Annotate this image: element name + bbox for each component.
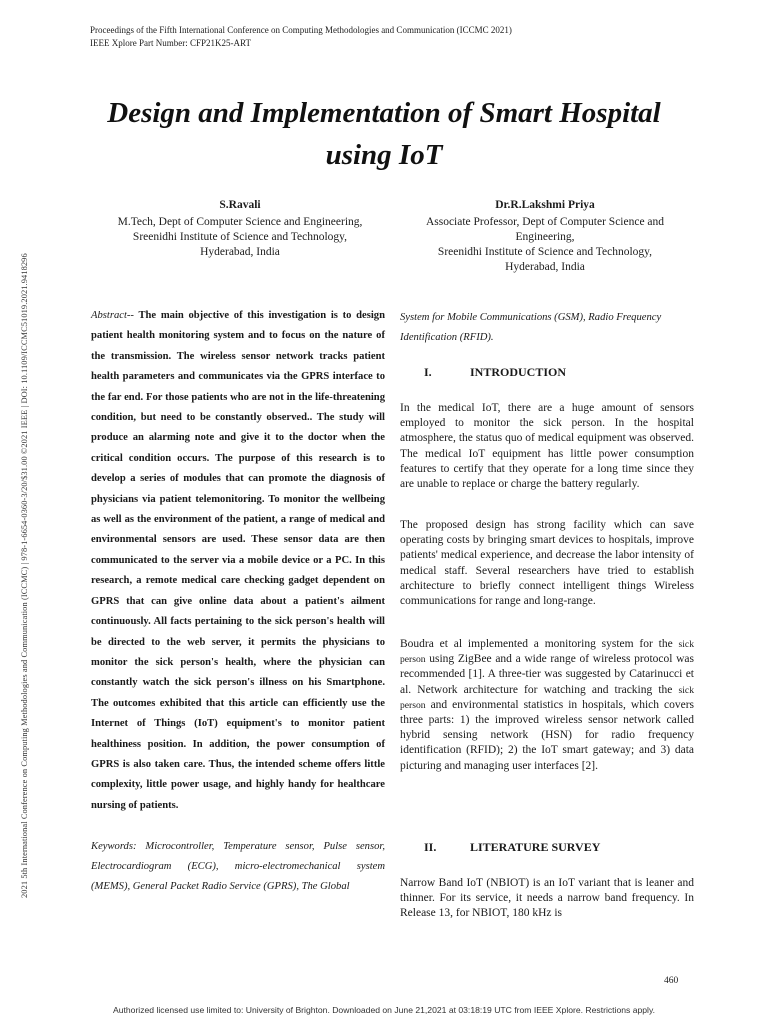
section-number: I. — [424, 365, 432, 379]
author-name: Dr.R.Lakshmi Priya — [495, 199, 595, 211]
section-number: II. — [424, 840, 437, 854]
doi-sidebar: 2021 5th International Conference on Computing Methodologies and Communication (ICCMC) | 978-1-6654-0360-3/20/$31.00 ©2021 IEEE | DOI: 10.1109/ICCMC51019.2021.9418296 — [20, 253, 29, 898]
intro-paragraph-1: In the medical IoT, there are a huge amount of sensors employed to monitor the sick person. In the hospital atmosphere, the status quo of medical equipment was observed. The medical IoT equipment has little power consumption features to certify that they operate for a long time since they are unable to replace or charge the battery regularly. — [400, 402, 694, 491]
author-block-2 — [395, 198, 695, 275]
part-number: IEEE Xplore Part Number: CFP21K25-ART — [90, 38, 251, 48]
paragraph-text: using ZigBee and a wide range of wireless protocol was recommended [1]. A three-tier was suggested by Catarinucci et al. Network architecture for watching and tracking the — [400, 653, 694, 696]
author-block-1 — [95, 198, 385, 260]
abstract-label: Abstract-- — [91, 310, 134, 321]
author-affiliation-line: Engineering, — [515, 231, 575, 243]
paragraph-text-small: sick person — [400, 684, 694, 711]
keywords: Keywords: Microcontroller, Temperature sensor, Pulse sensor, Electrocardiogram (ECG), micro-electromechanical system (MEMS), General Packet Radio Service (GPRS), The Global — [91, 841, 385, 892]
section-heading-introduction — [400, 365, 694, 380]
conference-name: Proceedings of the Fifth International Conference on Computing Methodologies and Communication (ICCMC 2021) — [90, 25, 512, 35]
literature-paragraph-1: Narrow Band IoT (NBIOT) is an IoT variant that is leaner and thinner. For its service, it needs a narrow band frequency. In Release 13, for NBIOT, 180 kHz is — [400, 877, 694, 920]
paragraph-text: Boudra et al implemented a monitoring system for the — [400, 638, 679, 650]
paper-title — [60, 92, 708, 176]
paragraph-text-small: sick person — [400, 639, 694, 666]
abstract-text: The main objective of this investigation is to design patient health monitoring system and to focus on the nature of the transmission. The wireless sensor network tracks patient health parameters and communicates via the GPRS interface to the far end. For those patients who are not in the life-threatening condition, but need to be constantly observed.. The study will produce an alarming note and give it to the doctor when the critical condition occurs. The purpose of this research is to develop a series of modules that can promote the diagnosis of physicians via patient telemonitoring. To monitor the wellbeing as well as the environment of the patient, a range of medical and environmental sensors are used. These sensor data are then communicated to the server via a mobile device or a PC. In this research, a remote medical care checking gadget dependent on GPRS that can give online data about a patient's ailment continuously. All facts pertaining to the sick person's health will be directed to the web server, it permits the physicians to monitor the sick person's health, where the physician can constantly watch the sick person's illness on his Smartphone. The outcomes exhibited that this article can efficiently use the Internet of Things (IoT) equipment's to monitor patient healthiness position. In addition, the power consumption of GPRS is also taken care. Thus, the intended scheme offers little complexity, little power usage, and highly handy for healthcare nursing of patients. — [91, 310, 385, 811]
intro-paragraph-3 — [400, 637, 694, 774]
section-title: INTRODUCTION — [470, 365, 567, 379]
title-line-2: using IoT — [325, 139, 443, 171]
author-affiliation-line: Sreenidhi Institute of Science and Technology, — [132, 231, 348, 243]
author-affiliation-line: Hyderabad, India — [505, 261, 585, 273]
keywords-continuation: System for Mobile Communications (GSM), Radio Frequency Identification (RFID). — [400, 312, 662, 344]
author-affiliation-line: M.Tech, Dept of Computer Science and Engineering, — [117, 216, 363, 228]
license-footer: Authorized licensed use limited to: University of Brighton. Downloaded on June 21,2021 at 03:18:19 UTC from IEEE Xplore. Restrictions apply. — [112, 1005, 655, 1015]
title-line-1: Design and Implementation of Smart Hospital — [107, 97, 661, 129]
paragraph-text: and environmental statistics in hospitals, which covers three parts: 1) the improved wireless sensor network called hybrid sensing network (HSN) for radio frequency identification (RFID); 2) the IoT smart gateway; and 3) data picturing and managing user interfaces [2]. — [400, 698, 694, 772]
author-affiliation-line: Sreenidhi Institute of Science and Technology, — [437, 246, 653, 258]
author-affiliation-line: Hyderabad, India — [200, 246, 280, 258]
page-number: 460 — [664, 976, 679, 986]
section-title: LITERATURE SURVEY — [470, 840, 601, 854]
author-affiliation-line: Associate Professor, Dept of Computer Science and — [425, 216, 665, 228]
section-heading-literature-survey — [400, 840, 694, 855]
author-name: S.Ravali — [219, 199, 261, 211]
intro-paragraph-2: The proposed design has strong facility which can save operating costs by bringing smart devices to hospitals, improve patients' medical experience, and decrease the labor intensity of medical staff. Several researchers have tried to establish architecture to briefly connect intelligent things Wireless communications for range and long-range. — [400, 519, 694, 608]
abstract — [91, 306, 385, 816]
conference-header — [90, 24, 512, 50]
